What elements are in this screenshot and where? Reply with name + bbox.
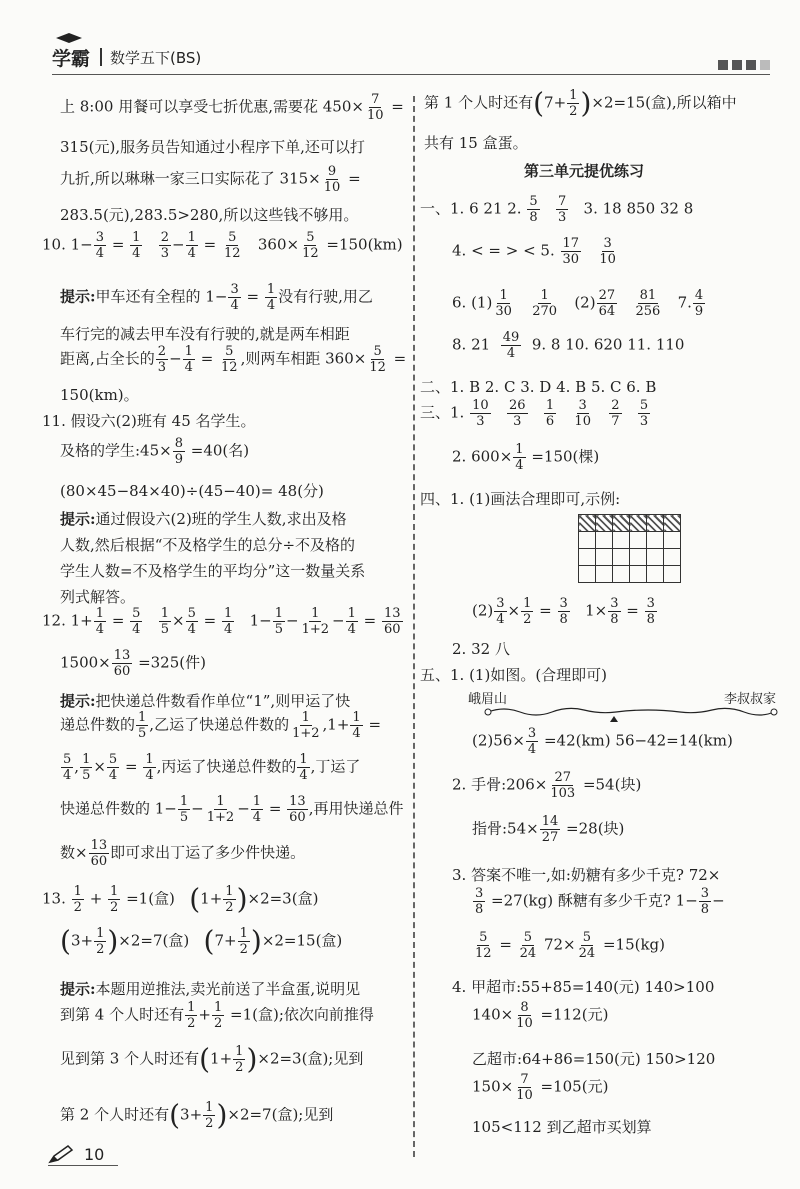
answer-line: 105<112 到乙超市买划算 [472, 1118, 652, 1136]
graduation-cap-icon [54, 32, 84, 44]
answer-line: 五、1. (1)如图。(合理即可) [420, 666, 608, 684]
grid-cell [579, 549, 596, 566]
answer-line: 6. (1) $\frac{1}{30}$ $\frac{1}{270}$ (2) $\frac{27}{64}$ $\frac{81}{256}$ 7. $\frac{4}{9}$ [452, 288, 704, 319]
map-label-start: 峨眉山 [468, 692, 508, 707]
text-line: 共有 15 盒蛋。 [424, 134, 528, 152]
grid-cell [596, 549, 613, 566]
header-decoration [718, 60, 770, 70]
question-10-answer: 10. 1− $\frac{3}{4}$ = $\frac{1}{4}$ $\frac{2}{3}$ − $\frac{1}{4}$ = $\frac{5}{12}$ 360× $\frac{5}{12}$ =150(km) [42, 230, 403, 261]
answer-line: 三、1. $\frac{10}{3}$ $\frac{26}{3}$ $\frac{1}{6}$ $\frac{3}{10}$ $\frac{2}{7}$ $\frac{5}{3}$ [420, 398, 649, 429]
answer-line: 140× $\frac{8}{10}$ =112(元) [472, 1000, 609, 1031]
hint-line: 提示:通过假设六(2)班的学生人数,求出及格 [60, 510, 347, 528]
hint-line: 提示:把快递总件数看作单位“1”,则甲运了快 [60, 692, 351, 710]
grid-cell [630, 532, 647, 549]
answer-line: 一、1. 6 21 2. $\frac{5}{8}$ $\frac{7}{3}$ 3. 18 850 32 8 [420, 194, 694, 225]
grid-cell-shaded [579, 515, 596, 532]
grid-cell [613, 532, 630, 549]
hint-line: 距离,占全长的 $\frac{2}{3}$ − $\frac{1}{4}$ = $\frac{5}{12}$ ,则两车相距 360× $\frac{5}{12}$ = [60, 344, 407, 375]
grid-cell [647, 549, 664, 566]
fraction-grid [578, 514, 681, 583]
brand-logo: 学霸 [52, 47, 91, 70]
grid-cell [664, 566, 681, 583]
answer-line: 4. < = > < 5. $\frac{17}{30}$ $\frac{3}{10}$ [452, 236, 616, 267]
grid-cell [664, 549, 681, 566]
answer-line: 四、1. (1)画法合理即可,示例: [420, 490, 621, 508]
header-rule [52, 74, 770, 75]
text-line: (80×45−84×40)÷(45−40)= 48(分) [60, 482, 324, 500]
pencil-icon [48, 1144, 74, 1164]
text-line: 及格的学生:45× $\frac{8}{9}$ =40(名) [60, 436, 250, 467]
text-line: 九折,所以琳琳一家三口实际花了 315× $\frac{9}{10}$ = [60, 164, 361, 195]
grid-cell-shaded [596, 515, 613, 532]
answer-line: 8. 21 $\frac{49}{4}$ 9. 8 10. 620 11. 110 [452, 330, 685, 361]
answer-line: 2. 600× $\frac{1}{4}$ =150(棵) [452, 442, 600, 473]
grid-cell-shaded [647, 515, 664, 532]
map-label-end: 李叔叔家 [724, 692, 777, 707]
grid-cell [579, 566, 596, 583]
text-line: (3+ $\frac{1}{2}$ )×2=7(盒) (7+ $\frac{1}{2}$ )×2=15(盒) [60, 924, 343, 958]
hint-line: 提示:本题用逆推法,卖光前送了半盒蛋,说明见 [60, 980, 361, 998]
answer-line: (2) $\frac{3}{4}$ × $\frac{1}{2}$ = $\frac{3}{8}$ 1× $\frac{3}{8}$ = $\frac{3}{8}$ [472, 596, 655, 627]
hint-line: 车行完的减去甲车没有行驶的,就是两车相距 [60, 325, 350, 343]
hint-line: 人数,然后根据“不及格学生的总分÷不及格的 [60, 536, 356, 554]
grid-cell [613, 566, 630, 583]
hint-line: 提示:甲车还有全程的 1− $\frac{3}{4}$ = $\frac{1}{4}$ 没有行驶,用乙 [60, 282, 373, 313]
section-title: 第三单元提优练习 [524, 162, 645, 180]
grid-cell [647, 566, 664, 583]
page-number: 10 [84, 1144, 105, 1164]
grid-cell [579, 532, 596, 549]
hint-line: 到第 4 个人时还有 $\frac{1}{2}$ + $\frac{1}{2}$ =1(盒);依次向前推得 [60, 1000, 374, 1031]
text-line: 1500× $\frac{13}{60}$ =325(件) [60, 648, 206, 679]
question-12-answer: 12. 1+ $\frac{1}{4}$ = $\frac{5}{4}$ $\frac{1}{5}$ × $\frac{5}{4}$ = $\frac{1}{4}$ 1− $\frac{1}{5}$ − $\frac{1}{1+2}$ − $\frac{1}{4}$ = $\frac{13}{60}$ [42, 606, 401, 637]
header-divider [100, 48, 102, 66]
column-divider [413, 96, 415, 1157]
footer-rule [48, 1165, 118, 1166]
text-line: 315(元),服务员告知通过小程序下单,还可以打 [60, 138, 365, 156]
hint-line: 学生人数=不及格学生的平均分”这一数量关系 [60, 562, 366, 580]
question-11-answer: 11. 假设六(2)班有 45 名学生。 [42, 412, 256, 430]
hint-line: 见到第 3 个人时还有(1+ $\frac{1}{2}$ )×2=3(盒);见到 [60, 1042, 364, 1076]
page-footer [48, 1144, 104, 1164]
page-header [52, 40, 201, 74]
hint-line: 第 2 个人时还有(3+ $\frac{1}{2}$ )×2=7(盒);见到 [60, 1098, 334, 1132]
hint-line: 数× $\frac{13}{60}$ 即可求出丁运了多少件快递。 [60, 838, 306, 869]
grid-cell [664, 532, 681, 549]
answer-line: 150× $\frac{7}{10}$ =105(元) [472, 1072, 609, 1103]
answer-line: 2. 32 八 [452, 640, 510, 658]
answer-line: 乙超市:64+86=150(元) 150>120 [472, 1050, 716, 1068]
answer-line: (2)56× $\frac{3}{4}$ =42(km) 56−42=14(km) [472, 726, 733, 757]
answer-line: 指骨:54× $\frac{14}{27}$ =28(块) [472, 814, 625, 845]
grid-cell [630, 566, 647, 583]
answer-line: 3. 答案不唯一,如:奶糖有多少千克? 72× [452, 866, 721, 884]
grid-cell-shaded [613, 515, 630, 532]
text-line: 283.5(元),283.5>280,所以这些钱不够用。 [60, 206, 359, 224]
question-13-answer: 13. $\frac{1}{2}$ + $\frac{1}{2}$ =1(盒) (1+ $\frac{1}{2}$ )×2=3(盒) [42, 882, 319, 916]
book-subtitle: 数学五下(BS) [110, 48, 202, 67]
text-line: 上 8:00 用餐可以享受七折优惠,需要花 450× $\frac{7}{10}$ = [60, 92, 404, 123]
hint-line: 递总件数的 $\frac{1}{5}$ ,乙运了快递总件数的 $\frac{1}{1+2}$ ,1+ $\frac{1}{4}$ = [60, 710, 382, 741]
answer-line: 4. 甲超市:55+85=140(元) 140>100 [452, 978, 715, 996]
grid-cell-shaded [630, 515, 647, 532]
grid-cell [630, 549, 647, 566]
hint-line: 快递总件数的 1− $\frac{1}{5}$ − $\frac{1}{1+2}$ − $\frac{1}{4}$ = $\frac{13}{60}$ ,再用快递总件 [60, 794, 404, 825]
hint-line: $\frac{5}{4}$ , $\frac{1}{5}$ × $\frac{5}{4}$ = $\frac{1}{4}$ ,丙运了快递总件数的 $\frac{1}{4}$ ,丁运了 [63, 752, 361, 783]
answer-line: 2. 手骨:206× $\frac{27}{103}$ =54(块) [452, 770, 642, 801]
grid-cell [647, 532, 664, 549]
answer-line: 二、1. B 2. C 3. D 4. B 5. C 6. B [420, 378, 657, 396]
answer-line: $\frac{5}{12}$ = $\frac{5}{24}$ 72× $\frac{5}{24}$ =15(kg) [475, 930, 666, 961]
grid-cell-shaded [664, 515, 681, 532]
text-line: 第 1 个人时还有(7+ $\frac{1}{2}$ )×2=15(盒),所以箱中 [424, 86, 737, 120]
hint-line: 150(km)。 [60, 386, 139, 404]
route-map-line [464, 700, 784, 722]
grid-cell [596, 532, 613, 549]
answer-line: $\frac{3}{8}$ =27(kg) 酥糖有多少千克? 1− $\frac{3}{8}$ − [475, 886, 725, 917]
hint-line: 列式解答。 [60, 588, 136, 606]
grid-cell [613, 549, 630, 566]
grid-cell [596, 566, 613, 583]
